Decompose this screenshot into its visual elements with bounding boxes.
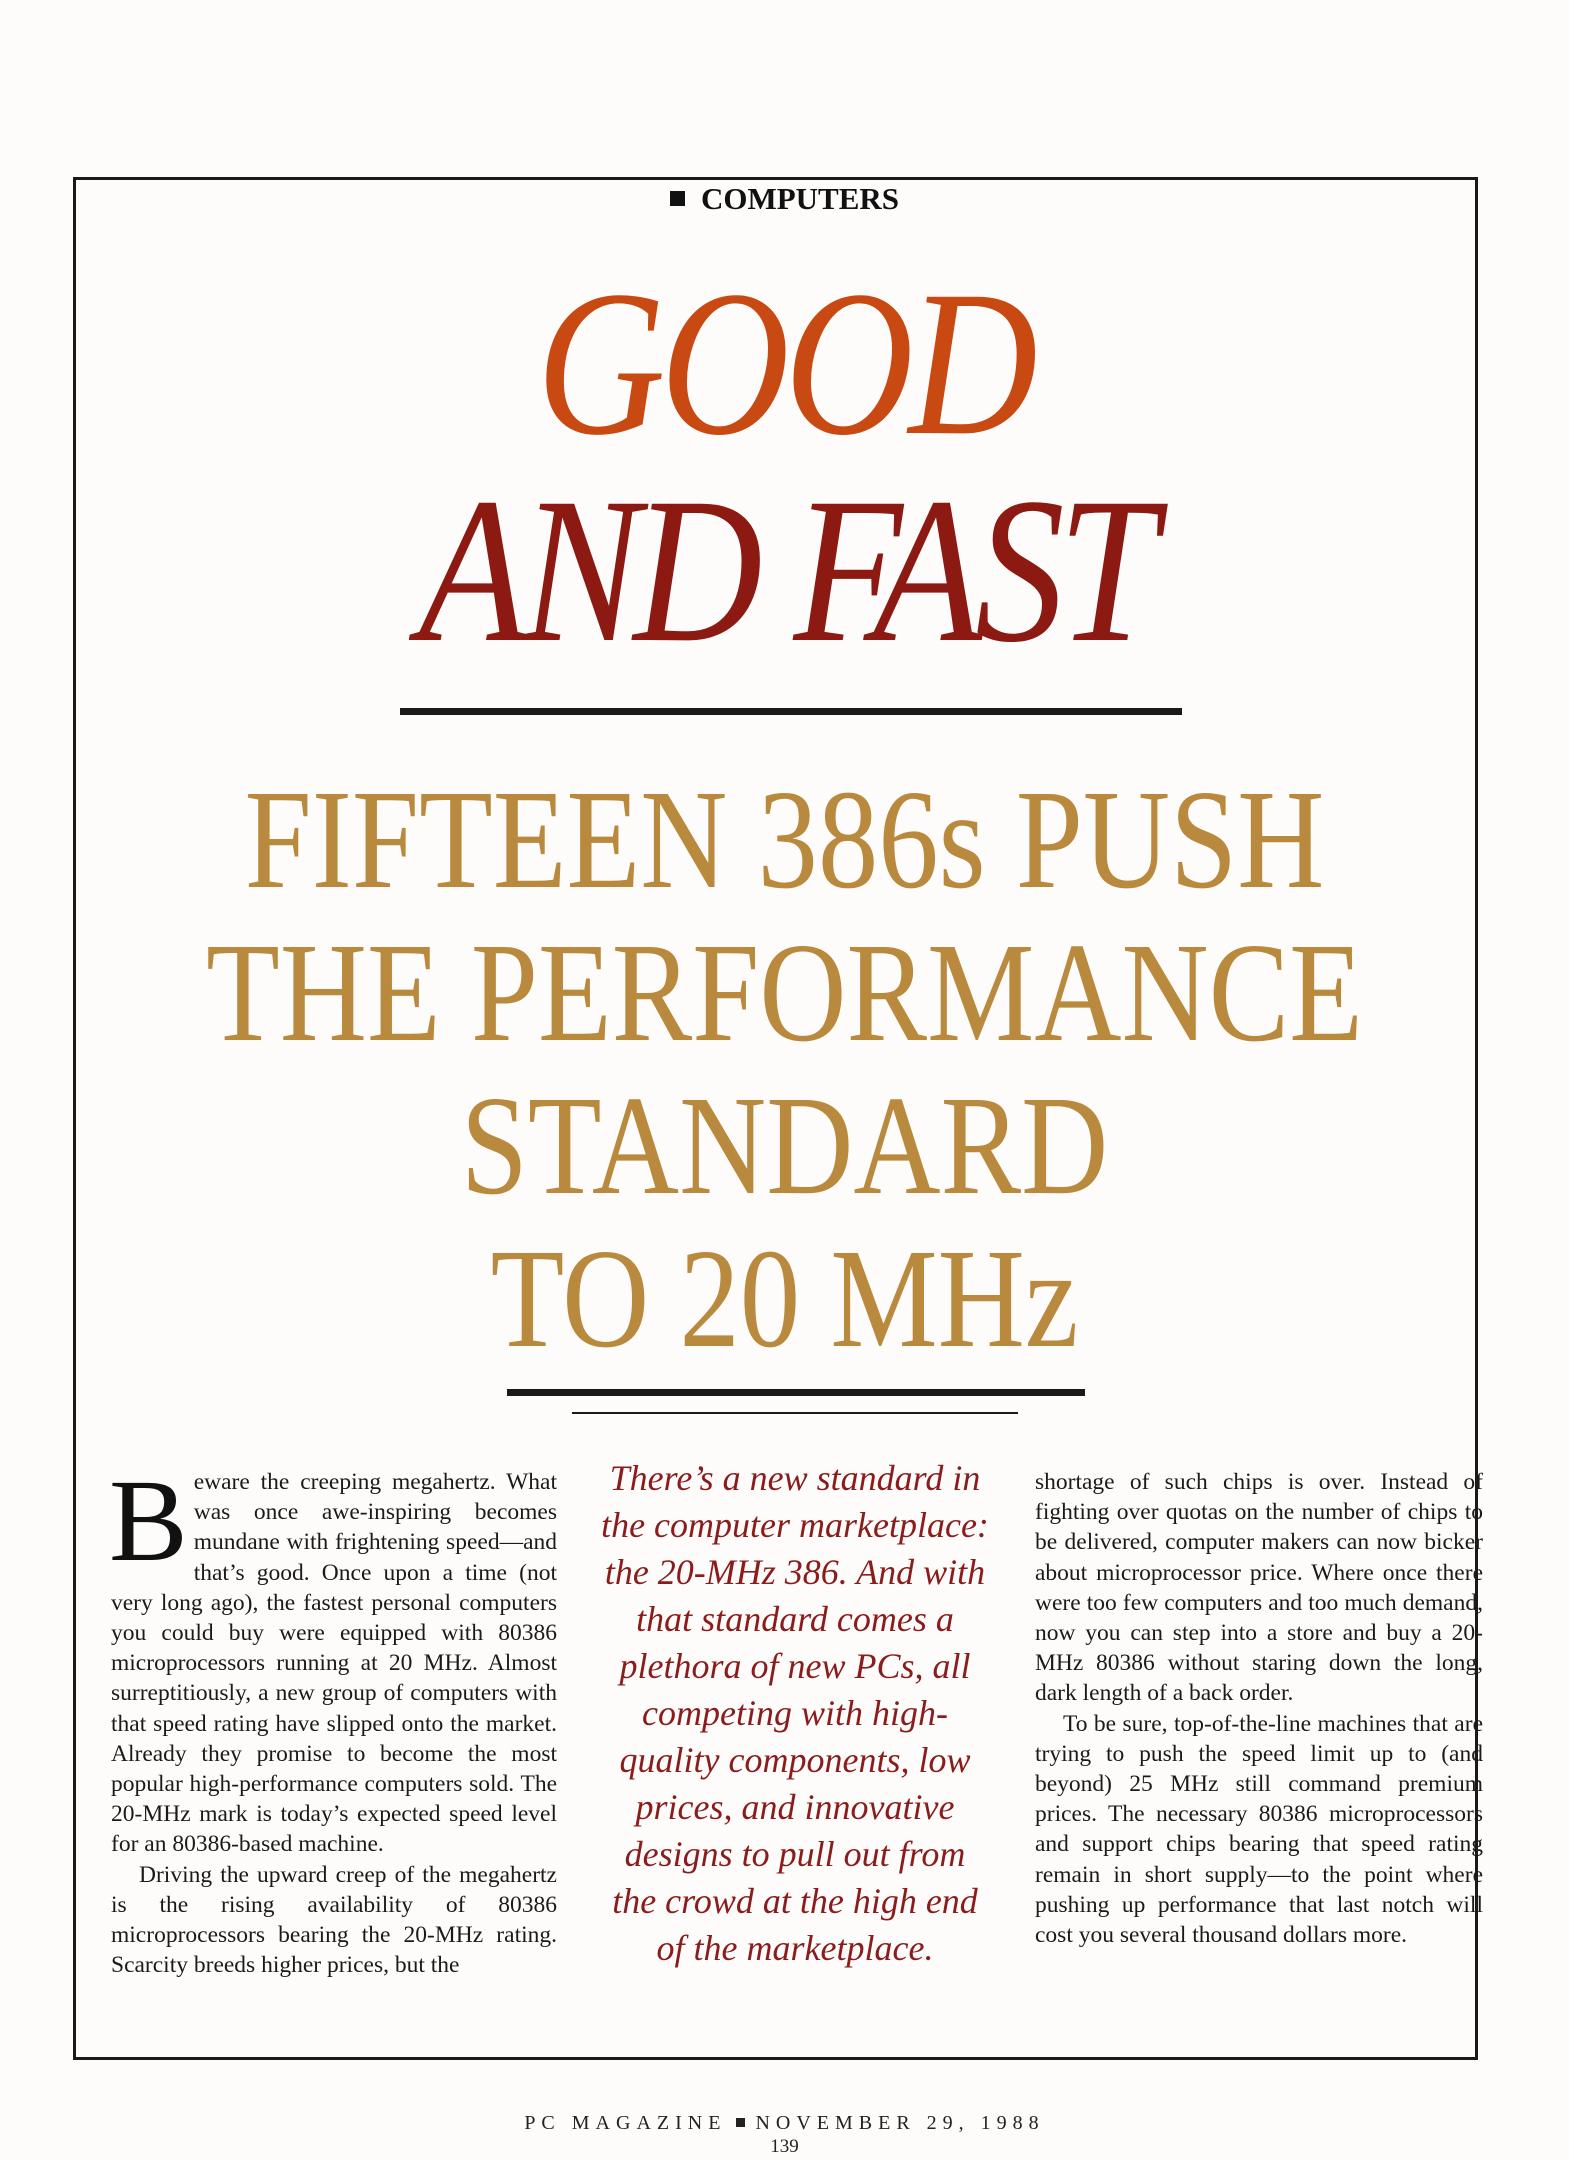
body-text: eware the creeping megahertz. What was once awe-inspiring becomes mundane with frightening speed—and that’s good. Once upon a time (not very long ago), the fastest personal computers you could buy were equipped with 80386 microprocessors running at 20 MHz. Almost surreptitiously, a new group of computers with that speed rating have slipped onto the market. Already they promise to become the most popular high-performance computers sold. The 20-MHz mark is today’s expected speed level for an 80386-based machine. — [111, 1469, 557, 1858]
section-text: COMPUTERS — [700, 181, 900, 216]
subhead-line-1: FIFTEEN 386s PUSH — [244, 760, 1325, 918]
body-paragraph — [109, 1455, 557, 1860]
footer-date: NOVEMBER 29, 1988 — [755, 2112, 1045, 2134]
footer-line — [0, 2112, 1569, 2135]
subhead-line-4: TO 20 MHz — [490, 1219, 1079, 1377]
body-column-1 — [109, 1455, 557, 1980]
footer-publication: PC MAGAZINE — [524, 2112, 727, 2134]
section-label — [0, 181, 1569, 217]
bullet-square-icon — [736, 2118, 745, 2127]
body-paragraph: shortage of such chips is over. Instead of fighting over quotas on the number of chips to be delivered, computer makers can now bicker about microprocessor price. Where once there were too few computers and too much demand, now you can step into a store and buy a 20-MHz 80386 without staring down the long, dark length of a back order. — [1035, 1469, 1483, 1707]
subhead-rule-thin — [572, 1412, 1018, 1414]
subhead-line-2: THE PERFORMANCE — [206, 913, 1363, 1071]
pull-quote: There’s a new standard in the computer marketplace: the 20-MHz 386. And with that standard comes a plethora of new PCs, all competing with high-quality components, low prices, and innovative designs to pull out from the crowd at the high end of the marketplace. — [601, 1458, 989, 1968]
subhead-rule-thick — [507, 1389, 1085, 1396]
headline-line-2: AND FAST — [418, 455, 1151, 685]
headline-rule — [400, 708, 1182, 715]
page-number: 139 — [770, 2136, 799, 2157]
drop-cap: B — [109, 1455, 188, 1586]
subhead-line-3: STANDARD — [460, 1066, 1109, 1224]
body-paragraph: To be sure, top-of-the-line machines that are trying to push the speed limit up to (and beyond) 25 MHz still command premium prices. The necessary 80386 microprocessors and support chips bearing that speed rating remain in short supply—to the point where pushing up performance that last notch will cost you several thousand dollars more. — [1035, 1710, 1483, 1949]
headline-line-1: GOOD — [536, 248, 1033, 478]
bullet-square-icon — [670, 191, 685, 206]
body-column-3 — [1035, 1467, 1483, 1950]
body-paragraph: Driving the upward creep of the megahertz is the rising availability of 80386 microprocessors bearing the 20-MHz rating. Scarcity breeds higher prices, but the — [111, 1861, 557, 1979]
